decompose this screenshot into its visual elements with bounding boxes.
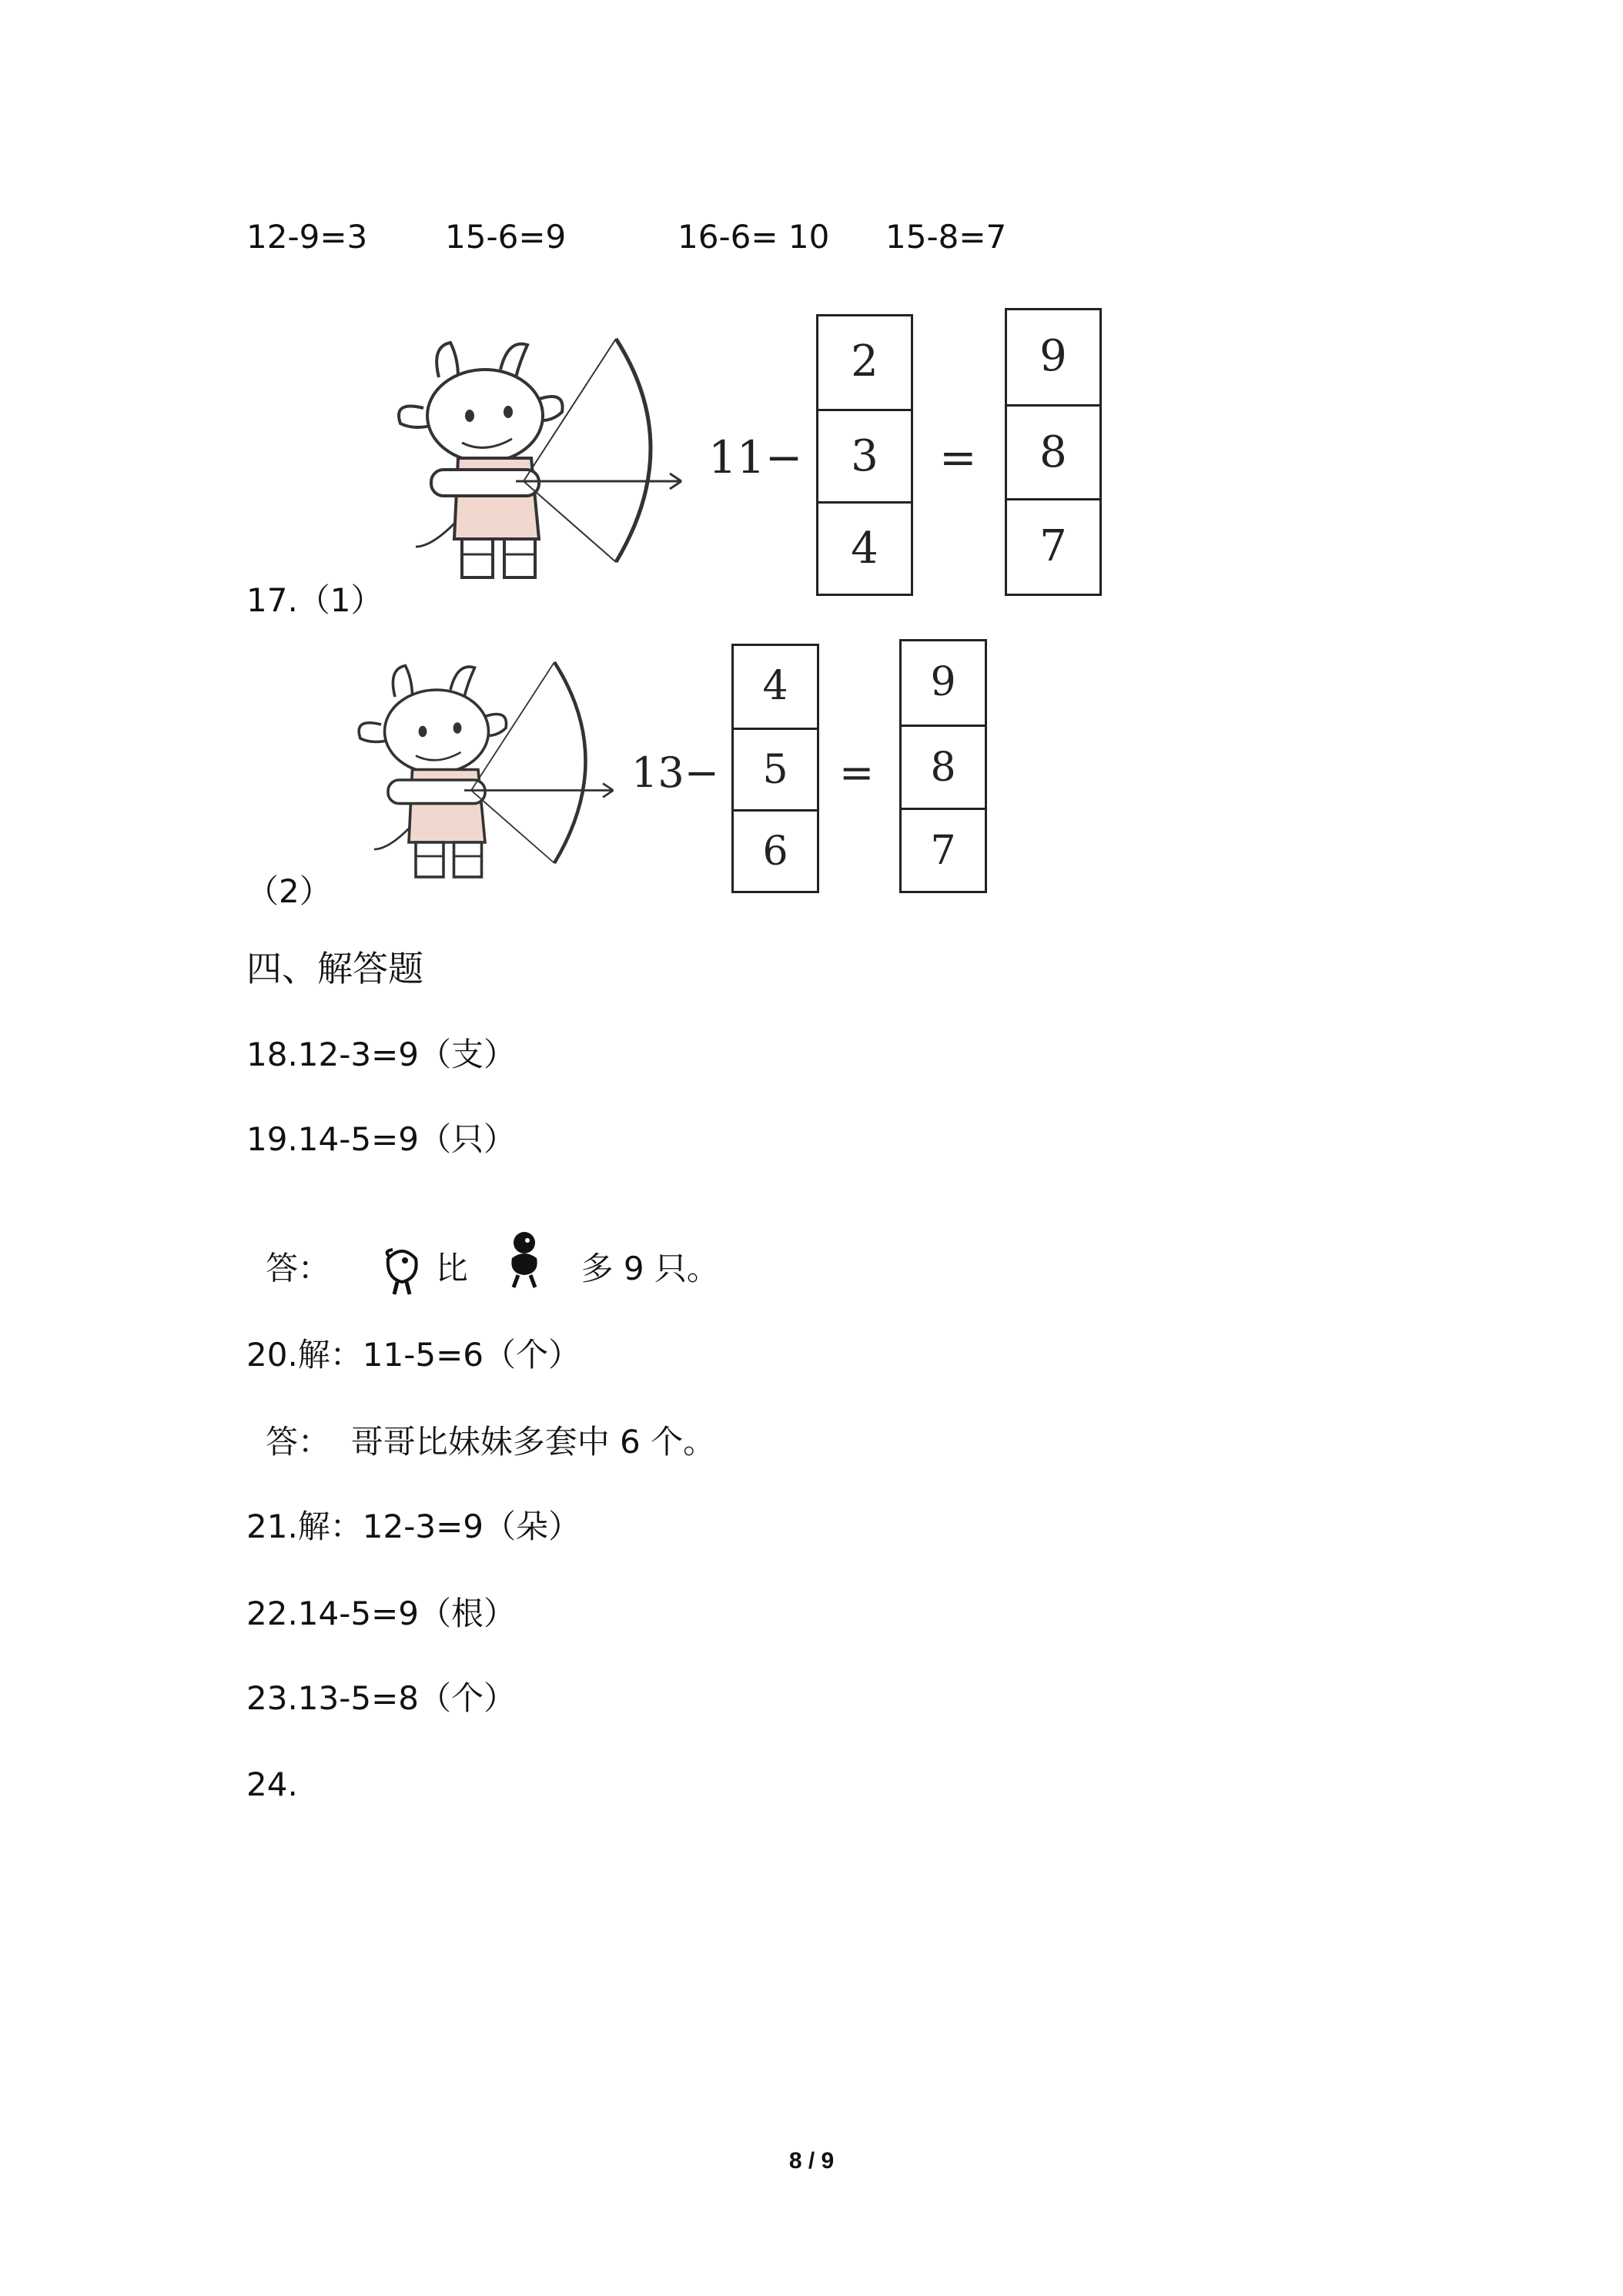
- equation-2: 15-6=9: [445, 218, 567, 256]
- box-cell: 9: [1039, 331, 1067, 381]
- box-cell: 4: [762, 662, 788, 709]
- q17-part2-label: （2）: [246, 872, 332, 910]
- box-cell: 9: [930, 658, 956, 705]
- equals-sign: =: [839, 748, 875, 797]
- q20-answer: 20.解：11-5=6（个）: [246, 1336, 581, 1374]
- result-boxes-1: [1005, 308, 1102, 596]
- q19-answer-sentence: [266, 1240, 719, 1301]
- q17-figure-1: [385, 308, 1109, 601]
- q20-answer-sentence: 答： 哥哥比妹妹多套中 6 个。: [266, 1423, 716, 1461]
- result-boxes-2: [899, 639, 987, 893]
- answer-suffix: 多 9 只。: [581, 1249, 719, 1287]
- minuend-11: 11−: [708, 431, 803, 484]
- chick-icon: [379, 1243, 425, 1297]
- q18-answer: 18.12-3=9（支）: [246, 1036, 517, 1073]
- q23-answer: 23.13-5=8（个）: [246, 1679, 517, 1717]
- q21-answer: 21.解：12-3=9（朵）: [246, 1508, 581, 1545]
- box-cell: 8: [902, 725, 985, 808]
- cow-archer-illustration: [346, 639, 624, 893]
- box-cell: 7: [1007, 498, 1099, 592]
- box-cell: 6: [734, 809, 817, 891]
- page-number: 8 / 9: [788, 2148, 835, 2174]
- q17-figure-2: [346, 639, 1039, 901]
- subtrahend-boxes-1: [816, 314, 913, 596]
- cow-archer-illustration: [385, 316, 693, 593]
- box-cell: 2: [851, 336, 878, 387]
- equals-sign: =: [939, 431, 977, 484]
- q24-label: 24.: [246, 1766, 298, 1803]
- duck-icon: [501, 1229, 547, 1290]
- q22-answer: 22.14-5=9（根）: [246, 1595, 517, 1632]
- equation-1: 12-9=3: [246, 218, 368, 256]
- answer-prefix: 答：: [266, 1249, 331, 1287]
- equation-3: 16-6= 10: [678, 218, 830, 256]
- equation-4: 15-8=7: [885, 218, 1007, 256]
- box-cell: 4: [818, 501, 911, 594]
- box-cell: 5: [734, 728, 817, 809]
- section-title: 四、解答题: [246, 948, 423, 989]
- box-cell: 7: [902, 808, 985, 891]
- minuend-13: 13−: [631, 748, 719, 797]
- q17-label: 17.（1）: [246, 581, 383, 619]
- box-cell: 8: [1007, 404, 1099, 498]
- answer-middle: 比: [435, 1249, 468, 1287]
- subtrahend-boxes-2: [731, 644, 819, 893]
- q19-answer: 19.14-5=9（只）: [246, 1120, 517, 1158]
- box-cell: 3: [818, 409, 911, 501]
